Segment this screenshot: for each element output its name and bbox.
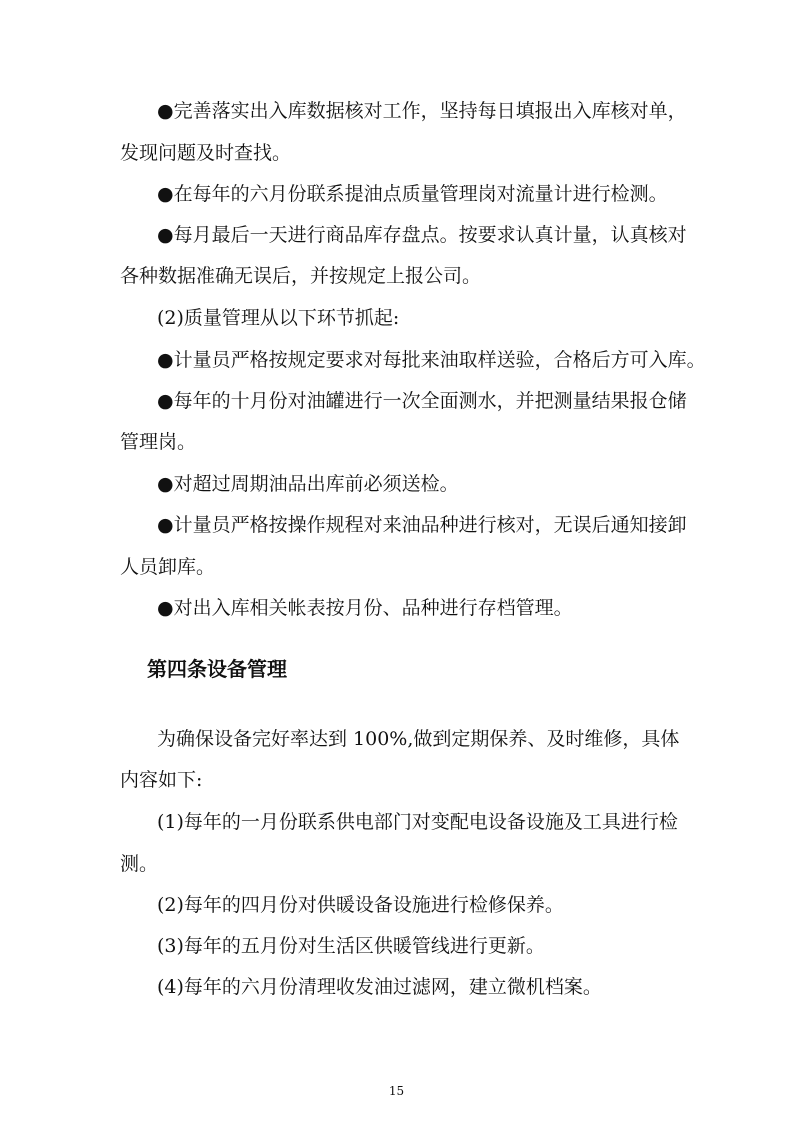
page-number: 15 xyxy=(388,1084,405,1098)
bullet-flowmeter-check: ●在每年的六月份联系提油点质量管理岗对流量计进行检测。 xyxy=(157,183,668,205)
equipment-intro-line1: 为确保设备完好率达到 100%,做到定期保养、及时维修，具体 xyxy=(157,728,680,750)
equipment-item-4: (4)每年的六月份清理收发油过滤网，建立微机档案。 xyxy=(157,976,602,998)
bullet-inout-check-line1: ●完善落实出入库数据核对工作，坚持每日填报出入库核对单， xyxy=(157,100,687,122)
quality-subheading: (2)质量管理从以下环节抓起: xyxy=(157,307,400,329)
bullet-oil-type-check-line1: ●计量员严格按操作规程对来油品种进行核对，无误后通知接卸 xyxy=(157,514,687,536)
bullet-inout-check-line2: 发现问题及时查找。 xyxy=(120,142,292,164)
equipment-item-1-line1: (1)每年的一月份联系供电部门对变配电设备设施及工具进行检 xyxy=(157,811,678,833)
equipment-intro-line2: 内容如下: xyxy=(120,769,203,791)
bullet-tank-water-line2: 管理岗。 xyxy=(120,431,197,453)
bullet-inventory-line2: 各种数据准确无误后，并按规定上报公司。 xyxy=(120,265,482,287)
bullet-overdue-inspection: ●对超过周期油品出库前必须送检。 xyxy=(157,473,459,495)
section-heading-equipment: 第四条设备管理 xyxy=(147,657,287,681)
bullet-inventory-line1: ●每月最后一天进行商品库存盘点。按要求认真计量，认真核对 xyxy=(157,224,687,246)
equipment-item-1-line2: 测。 xyxy=(120,853,159,875)
equipment-item-2: (2)每年的四月份对供暖设备设施进行检修保养。 xyxy=(157,894,564,916)
equipment-item-3: (3)每年的五月份对生活区供暖管线进行更新。 xyxy=(157,935,545,957)
bullet-sampling: ●计量员严格按规定要求对每批来油取样送验，合格后方可入库。 xyxy=(157,349,706,371)
bullet-tank-water-line1: ●每年的十月份对油罐进行一次全面测水，并把测量结果报仓储 xyxy=(157,390,687,412)
bullet-oil-type-check-line2: 人员卸库。 xyxy=(120,556,216,578)
bullet-archive: ●对出入库相关帐表按月份、品种进行存档管理。 xyxy=(157,597,573,619)
